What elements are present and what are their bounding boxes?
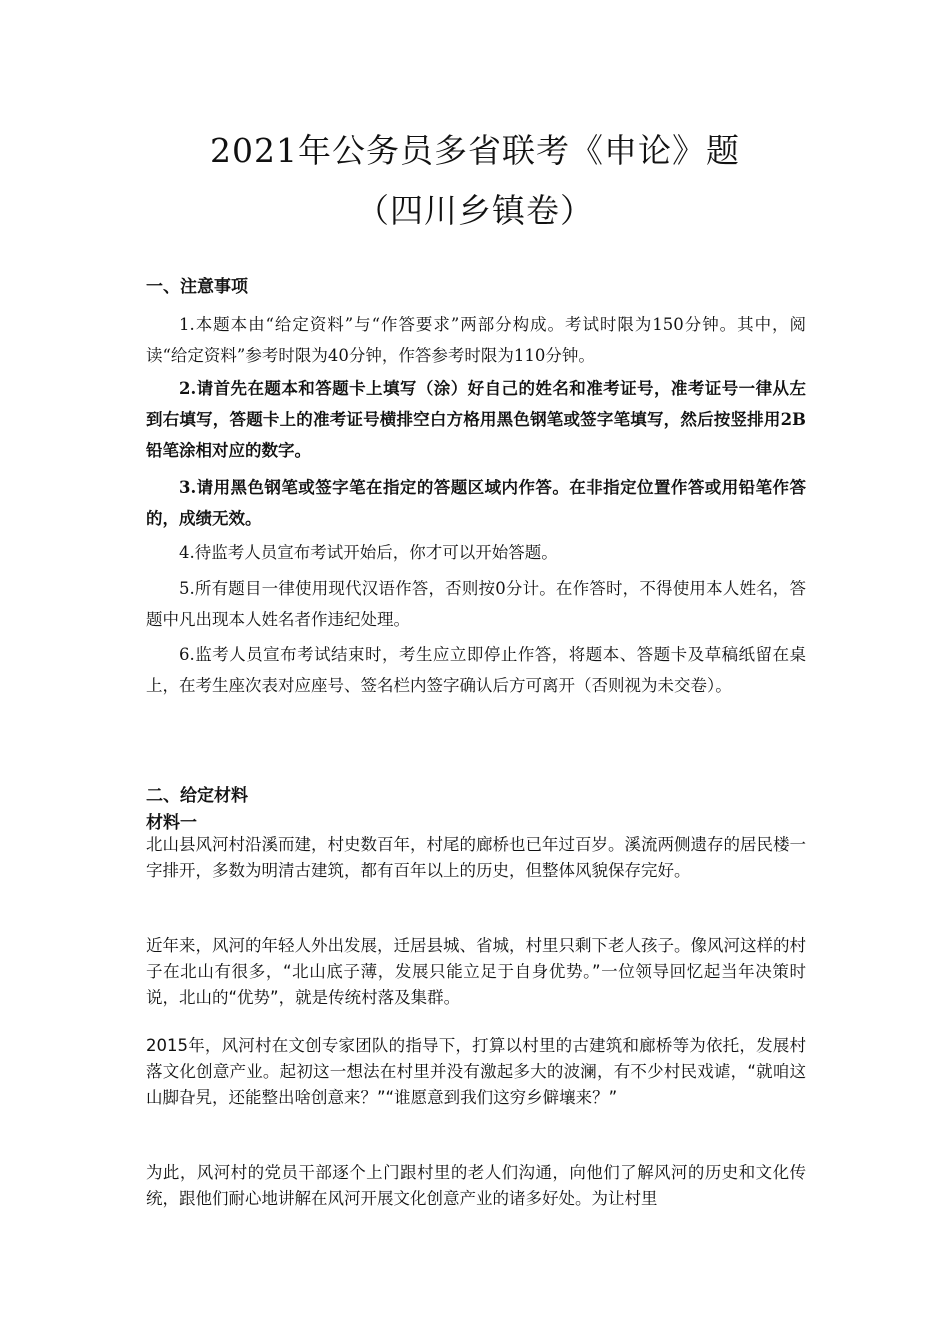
notice-item-6: 6.监考人员宣布考试结束时，考生应立即停止作答，将题本、答题卡及草稿纸留在桌上，在考生座次表对应座号、签名栏内签字确认后方可离开（否则视为未交卷）。 bbox=[146, 645, 806, 695]
section-heading-materials: 二、给定材料 bbox=[146, 786, 248, 806]
notice-item-2: 2.请首先在题本和答题卡上填写（涂）好自己的姓名和准考证号，准考证号一律从左到右填写，答题卡上的准考证号横排空白方格用黑色钢笔或签字笔填写，然后按竖排用2B铅笔涂相对应的数字。 bbox=[146, 379, 806, 460]
notice-item-3: 3.请用黑色钢笔或签字笔在指定的答题区域内作答。在非指定位置作答或用铅笔作答的，成绩无效。 bbox=[146, 478, 806, 528]
material-heading: 材料一 bbox=[146, 813, 197, 833]
notice-item-5: 5.所有题目一律使用现代汉语作答，否则按0分计。在作答时，不得使用本人姓名，答题中凡出现本人姓名者作违纪处理。 bbox=[146, 579, 806, 629]
material-paragraph-4: 为此，风河村的党员干部逐个上门跟村里的老人们沟通，向他们了解风河的历史和文化传统，跟他们耐心地讲解在风河开展文化创意产业的诸多好处。为让村里 bbox=[146, 1163, 806, 1208]
document-subtitle: （四川乡镇卷） bbox=[356, 191, 594, 230]
notice-item-1: 1.本题本由“给定资料”与“作答要求”两部分构成。考试时限为150分钟。其中，阅读“给定资料”参考时限为40分钟，作答参考时限为110分钟。 bbox=[146, 315, 806, 365]
material-paragraph-3: 2015年，风河村在文创专家团队的指导下，打算以村里的古建筑和廊桥等为依托，发展村落文化创意产业。起初这一想法在村里并没有激起多大的波澜，有不少村民戏谑，“就咱这山脚旮旯，还能整出啥创意来？”“谁愿意到我们这穷乡僻壤来？” bbox=[146, 1036, 806, 1107]
material-paragraph-1: 北山县风河村沿溪而建，村史数百年，村尾的廊桥也已年过百岁。溪流两侧遗存的居民楼一字排开，多数为明清古建筑，都有百年以上的历史，但整体风貌保存完好。 bbox=[146, 835, 806, 880]
section-heading-notice: 一、注意事项 bbox=[146, 277, 248, 297]
material-paragraph-2: 近年来，风河的年轻人外出发展，迁居县城、省城，村里只剩下老人孩子。像风河这样的村子在北山有很多，“北山底子薄，发展只能立足于自身优势。”一位领导回忆起当年决策时说，北山的“优势”，就是传统村落及集群。 bbox=[146, 936, 806, 1007]
notice-item-4: 4.待监考人员宣布考试开始后，你才可以开始答题。 bbox=[179, 543, 558, 562]
document-title: 2021年公务员多省联考《申论》题 bbox=[210, 131, 740, 170]
